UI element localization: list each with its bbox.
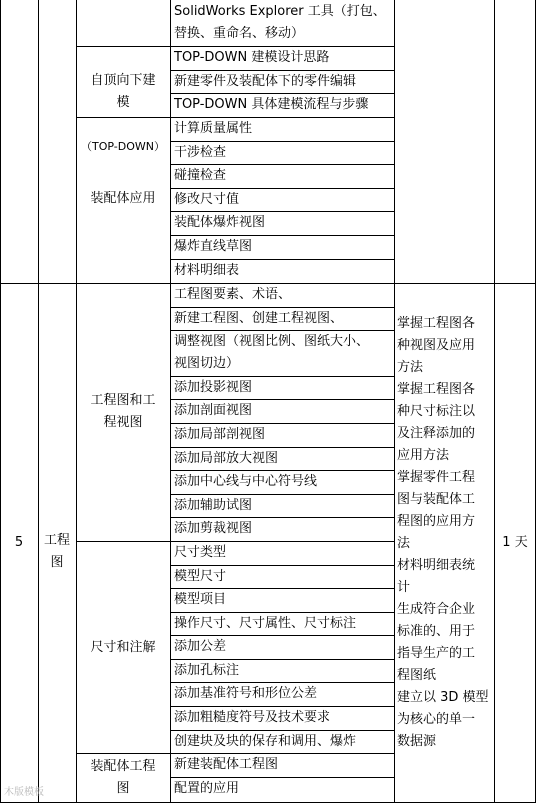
grid-line — [76, 46, 170, 47]
grid-line — [170, 141, 395, 142]
topic-item: 操作尺寸、尺寸属性、尺寸标注 — [174, 616, 357, 631]
topic-item: 干涉检查 — [174, 145, 227, 160]
topic-item: 创建块及块的保存和调用、爆炸 — [174, 734, 357, 749]
grid-line — [76, 541, 170, 542]
grid-line — [76, 117, 170, 118]
grid-line — [38, 0, 39, 803]
topic-item: 添加辅助试图 — [174, 498, 253, 513]
grid-line — [170, 682, 395, 683]
grid-line — [170, 659, 395, 660]
grid-line — [170, 330, 395, 331]
grid-line — [170, 447, 395, 448]
topic-item: 模型项目 — [174, 592, 227, 607]
grid-line — [170, 259, 395, 260]
topic-item: 添加基准符号和形位公差 — [174, 686, 318, 701]
topic-item: 添加局部放大视图 — [174, 451, 279, 466]
module-top-down — [76, 48, 170, 153]
topic-item: 添加公差 — [174, 639, 227, 654]
grid-line — [170, 470, 395, 471]
grid-line — [170, 541, 395, 542]
chapter-name: 工程 图 — [43, 533, 70, 570]
grid-line — [170, 211, 395, 212]
topic-item: 修改尺寸值 — [174, 192, 240, 207]
grid-line — [0, 283, 536, 284]
topic-item: 配置的应用 — [174, 781, 240, 796]
module-assembly-application: 装配体应用 — [90, 191, 156, 206]
row-index: 5 — [14, 535, 24, 550]
module-top-down-title: 自顶向下建 模 — [90, 73, 156, 110]
grid-line — [170, 517, 395, 518]
grid-line — [170, 494, 395, 495]
topic-item: 添加粗糙度符号及技术要求 — [174, 710, 331, 725]
topic-item: 新建装配体工程图 — [174, 757, 279, 772]
grid-line — [0, 0, 1, 803]
topic-item: 添加局部剖视图 — [174, 427, 266, 442]
grid-line — [170, 588, 395, 589]
topic-item: 碰撞检查 — [174, 168, 227, 183]
topic-item: SolidWorks Explorer 工具（打包、 替换、重命名、移动） — [174, 4, 386, 41]
topic-item: 工程图要素、术语、 — [174, 287, 292, 302]
topic-item: 添加剪裁视图 — [174, 521, 253, 536]
module-dimensions-annotations: 尺寸和注解 — [90, 640, 156, 655]
grid-line — [170, 70, 395, 71]
topic-item: 添加中心线与中心符号线 — [174, 474, 318, 489]
duration: 1 天 — [502, 535, 528, 550]
grid-line — [170, 423, 395, 424]
grid-line — [170, 93, 395, 94]
grid-line — [494, 0, 495, 803]
grid-line — [170, 376, 395, 377]
topic-item: TOP-DOWN 具体建模流程与步骤 — [174, 97, 369, 112]
grid-line — [170, 46, 395, 47]
topic-item: 新建工程图、创建工程视图、 — [174, 311, 344, 326]
module-assembly-drawing: 装配体工程 图 — [90, 759, 156, 796]
grid-line — [170, 612, 395, 613]
topic-item: 模型尺寸 — [174, 569, 227, 584]
grid-line — [170, 188, 395, 189]
grid-line — [170, 399, 395, 400]
topic-item: 添加剖面视图 — [174, 403, 253, 418]
grid-line — [76, 753, 170, 754]
grid-line — [170, 117, 395, 118]
topic-item: 爆炸直线草图 — [174, 239, 253, 254]
grid-line — [170, 730, 395, 731]
topic-item: 添加孔标注 — [174, 663, 240, 678]
grid-line — [170, 706, 395, 707]
grid-line — [170, 635, 395, 636]
grid-line — [170, 565, 395, 566]
topic-item: 新建零件及装配体下的零件编辑 — [174, 74, 357, 89]
topic-item: 添加投影视图 — [174, 380, 253, 395]
topic-item: TOP-DOWN 建模设计思路 — [174, 50, 330, 65]
topic-item: 调整视图（视图比例、图纸大小、 视图切边） — [174, 334, 370, 371]
grid-line — [170, 777, 395, 778]
grid-line — [170, 235, 395, 236]
grid-line — [76, 0, 77, 803]
watermark: 木版模板 — [4, 787, 44, 798]
topic-item: 尺寸类型 — [174, 545, 227, 560]
grid-line — [170, 164, 395, 165]
grid-line — [170, 753, 395, 754]
grid-line — [170, 307, 395, 308]
topic-item: 材料明细表 — [174, 263, 240, 278]
module-drawing-views: 工程图和工 程视图 — [90, 393, 156, 430]
module-top-down-sub: （TOP-DOWN） — [81, 140, 165, 153]
topic-item: 装配体爆炸视图 — [174, 215, 266, 230]
topic-item: 计算质量属性 — [174, 121, 253, 136]
learning-goals: 掌握工程图各 种视图及应用 方法 掌握工程图各 种尺寸标注以 及注释添加的 应用方法 掌握零件工程 图与装配体工 程图的应用方 法 材料明细表统 计 生成符合企业 标准的、用于 指导生产的工 程图纸 建立以 3D 模型 为核心的单一 数据源 — [397, 316, 489, 749]
